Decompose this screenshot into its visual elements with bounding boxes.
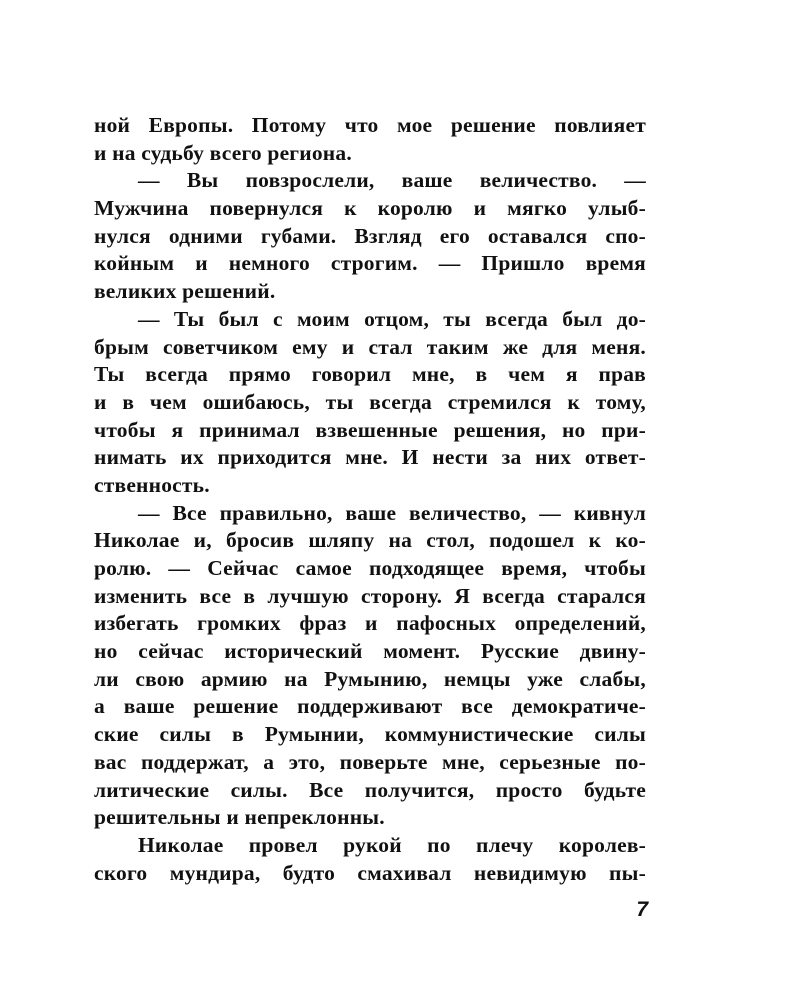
text-line: нулся одними губами. Взгляд его оставался спо- — [94, 223, 646, 248]
text-line: ролю. — Сейчас самое подходящее время, чтобы — [94, 556, 646, 580]
text-line: избегать громких фраз и пафосных определений, — [94, 611, 646, 636]
text-line: но сейчас исторический момент. Русские двину- — [94, 639, 646, 664]
text-line: Ты всегда прямо говорил мне, в чем я прав — [94, 362, 646, 387]
text-line: брым советчиком ему и стал таким же для меня. — [94, 334, 646, 359]
text-line: — Все правильно, ваше величество, — кивнул — [138, 500, 646, 525]
text-line: Николае провел рукой по плечу королев- — [138, 832, 646, 857]
text-line: и на судьбу всего региона. — [94, 140, 352, 165]
text-line: великих решений. — [94, 279, 276, 304]
text-line: и в чем ошибаюсь, ты всегда стремился к тому, — [94, 389, 646, 414]
text-line: а ваше решение поддерживают все демократиче- — [94, 694, 646, 719]
body-text — [94, 112, 646, 887]
text-line: ли свою армию на Румынию, немцы уже слабы, — [94, 666, 646, 691]
text-line: ственность. — [94, 472, 210, 497]
text-line: — Ты был с моим отцом, ты всегда был до- — [138, 306, 646, 331]
text-line: Мужчина повернулся к королю и мягко улыб- — [94, 196, 646, 221]
text-line: — Вы повзрослели, ваше величество. — — [138, 168, 646, 193]
text-line: нимать их приходится мне. И нести за них ответ- — [94, 445, 646, 470]
text-line: изменить все в лучшую сторону. Я всегда старался — [94, 583, 646, 608]
text-line: койным и немного строгим. — Пришло время — [94, 251, 646, 276]
text-line: Николае и, бросив шляпу на стол, подошел к ко- — [94, 528, 646, 553]
text-line: ной Европы. Потому что мое решение повлияет — [94, 113, 646, 137]
text-line: ские силы в Румынии, коммунистические силы — [94, 722, 646, 747]
text-line: чтобы я принимал взвешенные решения, но при- — [94, 417, 646, 442]
text-line: вас поддержат, а это, поверьте мне, серьезные по- — [94, 749, 646, 774]
text-line: литические силы. Все получится, просто будьте — [94, 777, 646, 802]
text-line: ского мундира, будто смахивал невидимую пы- — [94, 860, 646, 885]
text-line: решительны и непреклонны. — [94, 805, 385, 830]
page-number: 7 — [636, 898, 648, 921]
